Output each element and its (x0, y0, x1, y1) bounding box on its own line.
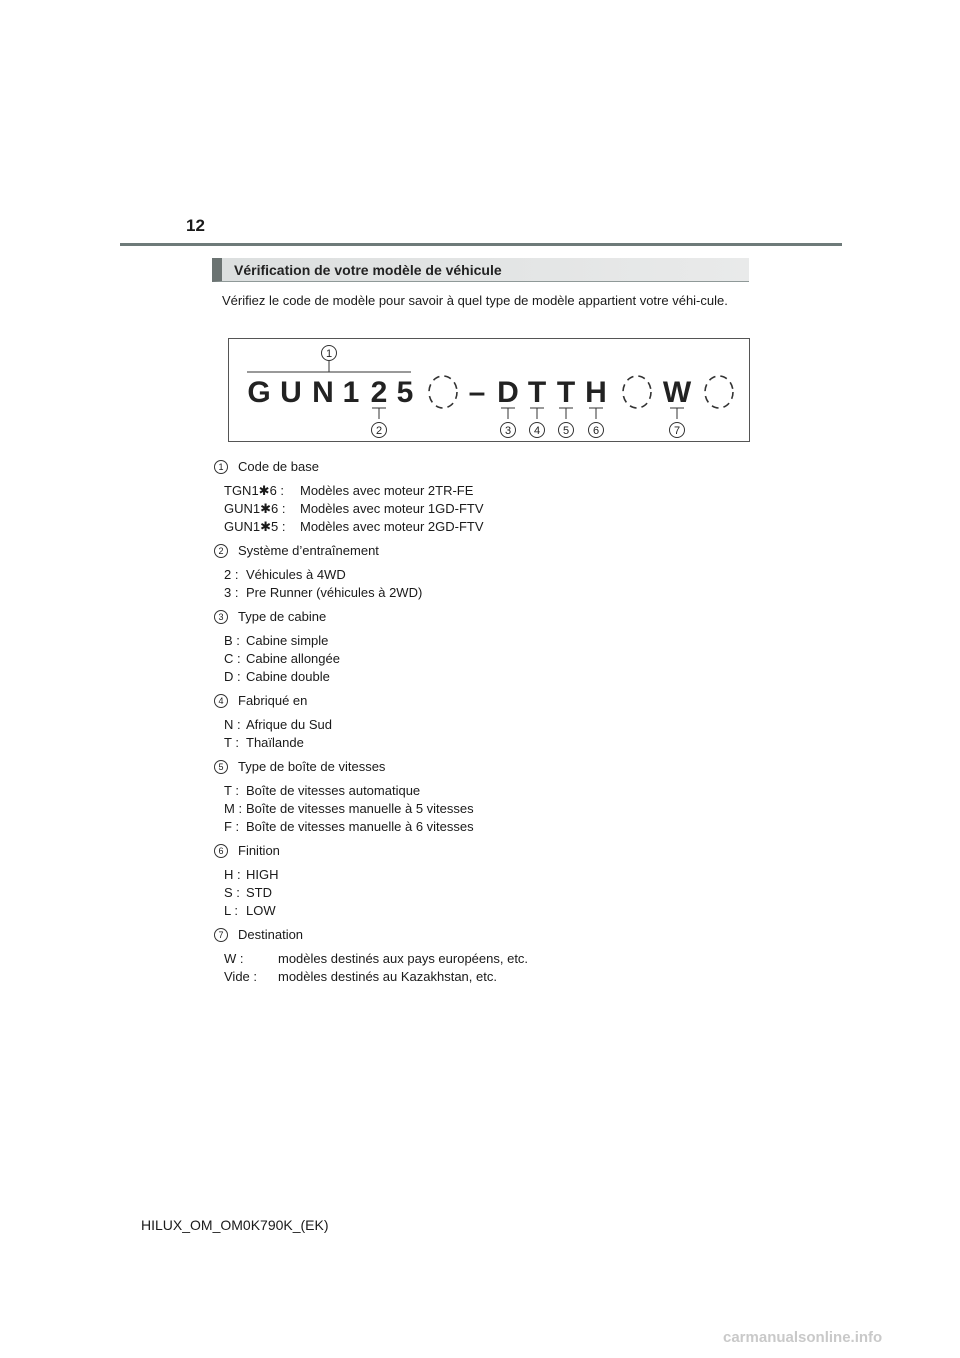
section-4-number: 4 (214, 694, 228, 708)
row-value: LOW (246, 903, 276, 918)
section-7-title: Destination (238, 927, 304, 942)
row-key: GUN1✱6 : (224, 501, 286, 516)
row-key: Vide : (224, 969, 258, 984)
row-key: TGN1✱6 : (224, 483, 285, 498)
header-rule (120, 243, 842, 246)
callout-2-label: 2 (375, 425, 383, 437)
section-5-heading (214, 759, 385, 774)
code-letter-d: D (497, 376, 519, 409)
row-value: Boîte de vitesses manuelle à 5 vitesses (246, 801, 474, 816)
row-key: B : (224, 633, 240, 648)
row-value: Cabine simple (246, 633, 329, 648)
row-key: 2 : (224, 567, 239, 582)
row-key: S : (224, 885, 240, 900)
row-key: H : (224, 867, 241, 882)
callout-4-label: 4 (533, 425, 541, 437)
row-value: Afrique du Sud (246, 717, 333, 732)
row-value: Thaïlande (246, 735, 304, 750)
row-key: T : (224, 735, 239, 750)
row-value: STD (246, 885, 272, 900)
row-key: M : (224, 801, 243, 816)
row-value: modèles destinés au Kazakhstan, etc. (278, 969, 497, 984)
blank-slot-1 (429, 376, 457, 408)
row-value: Boîte de vitesses automatique (246, 783, 421, 798)
section-2-number: 2 (214, 544, 228, 558)
section-title: Vérification de votre modèle de véhicule (234, 262, 502, 278)
footer-document-code: HILUX_OM_OM0K790K_(EK) (141, 1217, 329, 1233)
section-6-title: Finition (238, 843, 280, 858)
section-1-heading (214, 459, 319, 474)
row-key: W : (224, 951, 244, 966)
row-value: Boîte de vitesses manuelle à 6 vitesses (246, 819, 474, 834)
row-value: Cabine double (246, 669, 330, 684)
row-key: T : (224, 783, 239, 798)
page-number: 12 (186, 216, 205, 235)
row-key: N : (224, 717, 241, 732)
section-5-title: Type de boîte de vitesses (238, 759, 386, 774)
row-value: HIGH (246, 867, 279, 882)
row-value: Modèles avec moteur 2TR-FE (300, 483, 474, 498)
row-key: GUN1✱5 : (224, 519, 286, 534)
row-key: 3 : (224, 585, 239, 600)
blank-slot-2 (623, 376, 651, 408)
row-value: modèles destinés aux pays européens, etc. (278, 951, 529, 966)
section-1-title: Code de base (238, 459, 319, 474)
section-4-heading (214, 693, 307, 708)
watermark: carmanualsonline.info (723, 1329, 883, 1346)
section-3-number: 3 (214, 610, 228, 624)
row-value: Pre Runner (véhicules à 2WD) (246, 585, 423, 600)
callout-3-label: 3 (504, 425, 512, 437)
callout-1-label: 1 (325, 348, 333, 360)
section-3-heading (214, 609, 326, 624)
section-7-number: 7 (214, 928, 228, 942)
row-key: D : (224, 669, 241, 684)
section-4-title: Fabriqué en (238, 693, 308, 708)
section-7-heading (214, 927, 303, 942)
code-letter-g: G (247, 376, 271, 409)
row-value: Cabine allongée (246, 651, 340, 666)
code-letter-w: W (662, 376, 692, 409)
callout-6-label: 6 (592, 425, 600, 437)
row-value: Modèles avec moteur 2GD-FTV (300, 519, 484, 534)
section-3-title: Type de cabine (238, 609, 327, 624)
row-value: Modèles avec moteur 1GD-FTV (300, 501, 484, 516)
model-code-diagram (228, 338, 750, 442)
code-letter-u: U (280, 376, 302, 409)
row-key: L : (224, 903, 238, 918)
code-dash: – (468, 376, 486, 409)
intro-text: Vérifiez le code de modèle pour savoir à quel type de modèle appartient votre véhi-cule. (222, 293, 728, 308)
section-5-number: 5 (214, 760, 228, 774)
callout-5-label: 5 (562, 425, 570, 437)
code-letter-h: H (585, 376, 607, 409)
callout-7-label: 7 (673, 425, 681, 437)
blank-slot-3 (705, 376, 733, 408)
section-6-number: 6 (214, 844, 228, 858)
section-6-heading (214, 843, 280, 858)
row-value: Véhicules à 4WD (246, 567, 346, 582)
code-digit-2: 2 (370, 376, 388, 409)
section-2-title: Système d’entraînement (238, 543, 379, 558)
code-letter-t2: T (556, 376, 576, 409)
row-key: C : (224, 651, 241, 666)
section-header (212, 258, 749, 282)
code-letter-n: N (312, 376, 334, 409)
code-digit-5: 5 (396, 376, 414, 409)
code-digit-1: 1 (342, 376, 360, 409)
code-letter-t1: T (527, 376, 547, 409)
section-1-number: 1 (214, 460, 228, 474)
row-key: F : (224, 819, 240, 834)
model-code-svg (229, 339, 751, 443)
section-2-heading (214, 543, 379, 558)
